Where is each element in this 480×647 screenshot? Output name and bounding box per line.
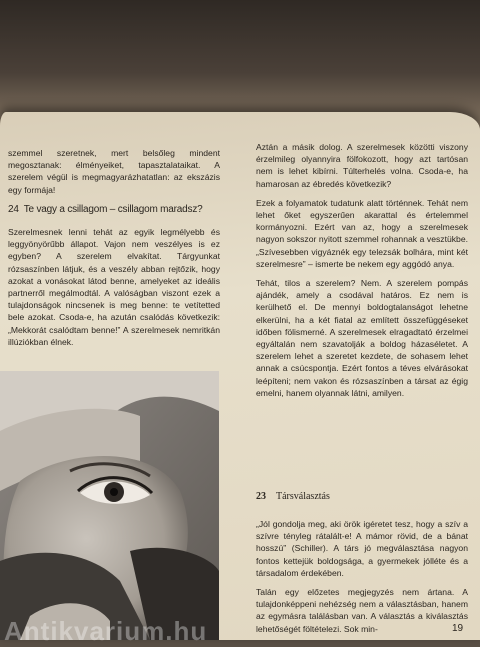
right-paragraph-1: Aztán a másik dolog. A szerelmesek közötti viszony érzelmileg olyannyira fölfokozott, hogy azt tartósan nem is lehet kibírni. Túlterhelés volna. Csoda-e, ha hamarosan az ébredés következik? — [256, 142, 468, 189]
right-paragraph-3: Tehát, tilos a szerelem? Nem. A szerelem pompás ajándék, amely a csodával határos. Ez nem is kerülhető el. De mennyi boldogtalanságot lehetne elkerülni, ha a két fiatal az említett összefüggéseket időben fölismerné. A szerelmesek elragadtató érzelmei egyáltalán nem szavatolják a boldog házaséletet. A szerelem lehet a szeretet kezdete, de sohasem lehet annak a csúcspontja. Ezért fontos a téves elvárásokat leépíteni; nem vakon és rózsaszínben a társat az égig emelni, hanem olyannak látni, amilyen. — [256, 278, 468, 398]
photo-illustration — [0, 371, 219, 640]
section-title: Te vagy a csillagom – csillagom maradsz? — [23, 203, 203, 215]
page-number: 19 — [452, 623, 464, 634]
woman-face-photo — [0, 371, 219, 640]
section-number: 24 — [8, 203, 19, 215]
section-heading-23 — [256, 491, 476, 502]
right-column-lower — [256, 518, 468, 642]
section-number: 23 — [256, 491, 266, 502]
right-paragraph-5: Talán egy előzetes megjegyzés nem ártana. A tulajdonképpeni nehézség nem a választásban, hanem az egymásra találásban van. A választás a kiválasztás lehetőségét föltételezi. Sok min- — [256, 587, 468, 634]
section-heading-24 — [8, 204, 220, 216]
section-title: Társválasztás — [276, 491, 330, 502]
left-column — [8, 147, 220, 355]
right-column — [256, 141, 468, 406]
watermark: Antikvarium.hu — [4, 616, 208, 646]
right-paragraph-2: Ezek a folyamatok tudatunk alatt történnek. Tehát nem lehet őket egyszerűen akarattal és értelemmel kormányozni. Ezért van az, hogy a szerelmesek nagyon sokszor nyitott szemmel rohannak a vesztükbe. „Szívesebben vigyáznék egy telezsák bolhára, mint két szerelmesre” – ismerte be nekem egy aggódó anya. — [256, 197, 468, 269]
right-paragraph-4: „Jól gondolja meg, aki örök igéretet tesz, hogy a szív a szívre tényleg rátalált-e! A mámor rövid, de a bánat hosszú” (Schiller). A társ jó megválasztása nagyon fontos kettejük boldogsága, a gyermekek jólléte és a társadalom érdekében. — [256, 519, 468, 578]
body-paragraph: Szerelmesnek lenni tehát az egyik legmélyebb és leggyönyörűbb állapot. Vajon nem veszélyes is ez egyben? A szerelem elvakítat. Tárgyunkat rózsaszínben látjuk, és a veszély abban rejtőzik, hogy azokat a vonásokat látod benne, amelyeket az ideális partnerről megálmodtál. A valóságban viszont ezek a tulajdonságok nincsenek is meg benne: te vetítetted bele azokat. Csoda-e, ha azután csalódás következik: „Mekkorát csalódtam benne!” A szerelmesek nemritkán illúziókban élnek. — [8, 227, 220, 347]
intro-paragraph: szemmel szeretnek, mert belsőleg mindent megosztanak: élményeiket, tapasztalataikat. A szerelem végül is megmagyarázhatatlan: az ekszázis egy formája! — [8, 148, 220, 195]
